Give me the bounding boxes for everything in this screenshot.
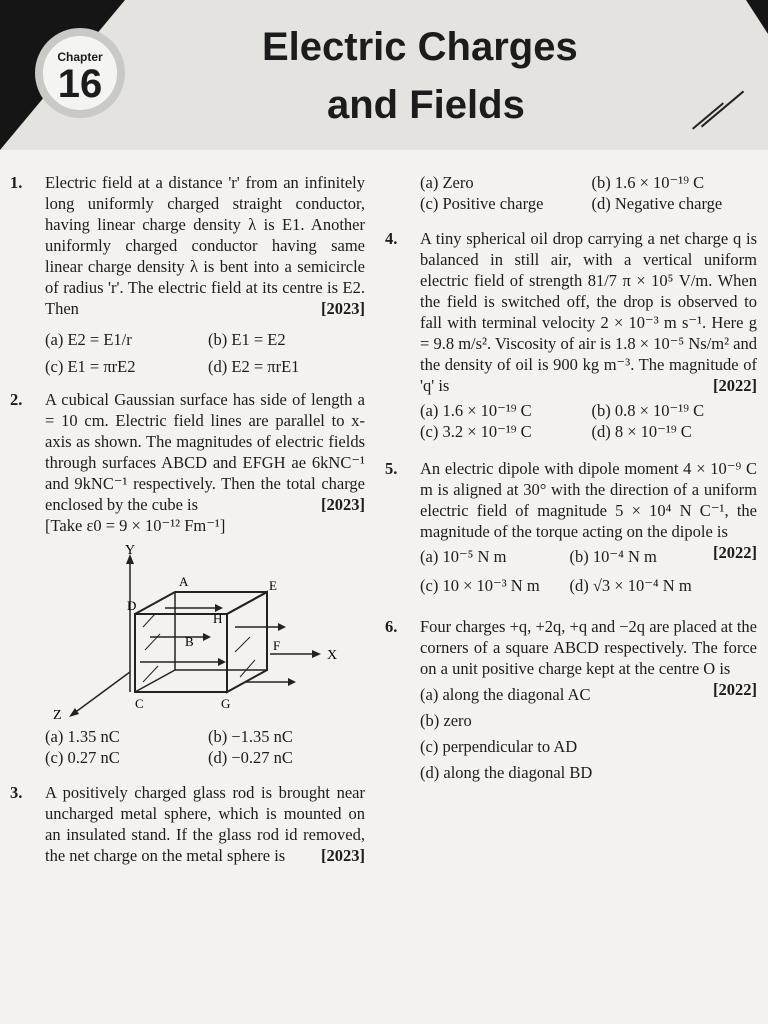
option-a[interactable]: (a) along the diagonal AC	[420, 685, 591, 704]
question-text	[45, 782, 365, 866]
question-body: A tiny spherical oil drop carrying a net charge q is balanced in still air, with a vertical uniform electric field of strength 81/7 π × 10⁵ V/m. When the field is switched off, the drop is observed to fall with terminal velocity 2 × 10⁻³ m s⁻¹. Here g = 9.8 m/s². Viscosity of air is 1.8 × 10⁻⁵ Ns/m² and the density of oil is 900 kg m⁻³. The magnitude of 'q' is	[420, 229, 757, 395]
gaussian-cube-figure	[45, 542, 365, 722]
options-grid	[45, 329, 365, 377]
option-b[interactable]: (b) 0.8 × 10⁻¹⁹ C	[591, 401, 705, 420]
option-d[interactable]: (d) Negative charge	[591, 194, 723, 213]
option-a[interactable]: (a) 1.35 nC	[45, 727, 120, 746]
question-number: 5.	[385, 459, 398, 478]
chapter-badge	[35, 28, 125, 118]
option-a[interactable]: (a) Zero	[420, 173, 474, 192]
option-d[interactable]: (d) 8 × 10⁻¹⁹ C	[591, 422, 692, 441]
options-list	[420, 684, 757, 783]
option-c[interactable]: (c) 0.27 nC	[45, 748, 120, 767]
question-number: 2.	[10, 390, 23, 409]
question-year: [2022]	[713, 376, 757, 395]
question-2	[10, 389, 365, 768]
question-body: A positively charged glass rod is brought near uncharged metal sphere, which is mounted on an insulated stand. If the glass rod id removed, the net charge on the metal sphere is	[45, 783, 365, 865]
options-grid	[420, 546, 713, 596]
question-4	[385, 228, 757, 442]
question-number: 3.	[10, 783, 23, 802]
question-body: Electric field at a distance 'r' from an infinitely long uniformly charged straight conductor, having linear charge density λ is E1. Another uniformly charged conductor having same linear charge density λ is bent into a semicircle of radius 'r'. The electric field at its centre is E2. Then	[45, 173, 365, 318]
header-right-decoration	[746, 0, 768, 34]
question-6	[385, 616, 757, 783]
vertex-label-h: H	[213, 611, 223, 626]
question-body: A cubical Gaussian surface has side of length a = 10 cm. Electric field lines are parallel to x-axis as shown. The magnitudes of electric fields through surfaces ABCD and EFGH ae 6kNC⁻¹ and 9kNC⁻¹ respectively. Then the total charge enclosed by the cube is	[45, 390, 365, 514]
option-c[interactable]: (c) perpendicular to AD	[420, 737, 578, 756]
question-body: An electric dipole with dipole moment 4 × 10⁻⁹ C m is aligned at 30° with the direction of a uniform electric field of magnitude 5 × 10⁴ N C⁻¹, the magnitude of the torque acting on the dipole is	[420, 459, 757, 541]
question-year: [2022]	[713, 543, 757, 562]
option-b[interactable]: (b) zero	[420, 711, 472, 730]
left-column	[10, 172, 365, 866]
header-decoration-line	[692, 102, 724, 129]
options-grid	[45, 726, 365, 768]
question-text	[45, 389, 365, 515]
option-c[interactable]: (c) 10 × 10⁻³ N m	[420, 576, 540, 595]
option-b[interactable]: (b) 10⁻⁴ N m	[569, 547, 657, 566]
question-year: [2023]	[321, 299, 365, 318]
option-a[interactable]: (a) 10⁻⁵ N m	[420, 547, 507, 566]
question-3	[10, 782, 365, 866]
question-note: [Take ε0 = 9 × 10⁻¹² Fm⁻¹]	[45, 516, 226, 535]
question-year: [2023]	[321, 846, 365, 865]
vertex-label-d: D	[127, 598, 137, 613]
option-c[interactable]: (c) 3.2 × 10⁻¹⁹ C	[420, 422, 532, 441]
option-d[interactable]: (d) −0.27 nC	[208, 748, 293, 767]
option-d[interactable]: (d) along the diagonal BD	[420, 763, 593, 782]
chapter-title-line1: Electric Charges	[262, 25, 578, 69]
vertex-label-e: E	[269, 578, 277, 593]
question-number: 6.	[385, 617, 398, 636]
vertex-label-c: C	[135, 696, 144, 711]
option-b[interactable]: (b) 1.6 × 10⁻¹⁹ C	[591, 173, 705, 192]
option-d[interactable]: (d) E2 = πrE1	[208, 357, 300, 376]
chapter-title-line2: and Fields	[327, 83, 525, 127]
chapter-number: 16	[57, 62, 103, 106]
chapter-header	[0, 0, 768, 150]
question-number: 4.	[385, 229, 398, 248]
axis-label-z: Z	[53, 708, 62, 722]
question-text	[420, 228, 757, 396]
axis-label-x: X	[327, 648, 338, 663]
question-1	[10, 172, 365, 377]
question-3-options	[385, 172, 757, 214]
chapter-label: Chapter	[57, 50, 103, 64]
option-c[interactable]: (c) E1 = πrE2	[45, 357, 136, 376]
option-d[interactable]: (d) √3 × 10⁻⁴ N m	[569, 576, 692, 595]
question-5	[385, 458, 757, 596]
question-year: [2022]	[713, 680, 757, 699]
question-body: Four charges +q, +2q, +q and −2q are placed at the corners of a square ABCD respectively. The force on a unit positive charge kept at the centre O is	[420, 617, 757, 678]
right-column	[385, 172, 757, 783]
options-grid	[420, 400, 757, 442]
question-number: 1.	[10, 173, 23, 192]
vertex-label-f: F	[273, 638, 281, 653]
option-b[interactable]: (b) E1 = E2	[208, 330, 286, 349]
axis-label-y: Y	[125, 543, 136, 558]
option-c[interactable]: (c) Positive charge	[420, 194, 544, 213]
header-decoration-line	[701, 91, 744, 128]
vertex-label-g: G	[221, 696, 231, 711]
vertex-label-a: A	[179, 574, 189, 589]
option-b[interactable]: (b) −1.35 nC	[208, 727, 293, 746]
option-a[interactable]: (a) 1.6 × 10⁻¹⁹ C	[420, 401, 532, 420]
option-a[interactable]: (a) E2 = E1/r	[45, 330, 132, 349]
cube-diagram	[45, 542, 365, 722]
question-text	[45, 172, 365, 319]
vertex-label-b: B	[185, 634, 194, 649]
question-year: [2023]	[321, 495, 365, 514]
